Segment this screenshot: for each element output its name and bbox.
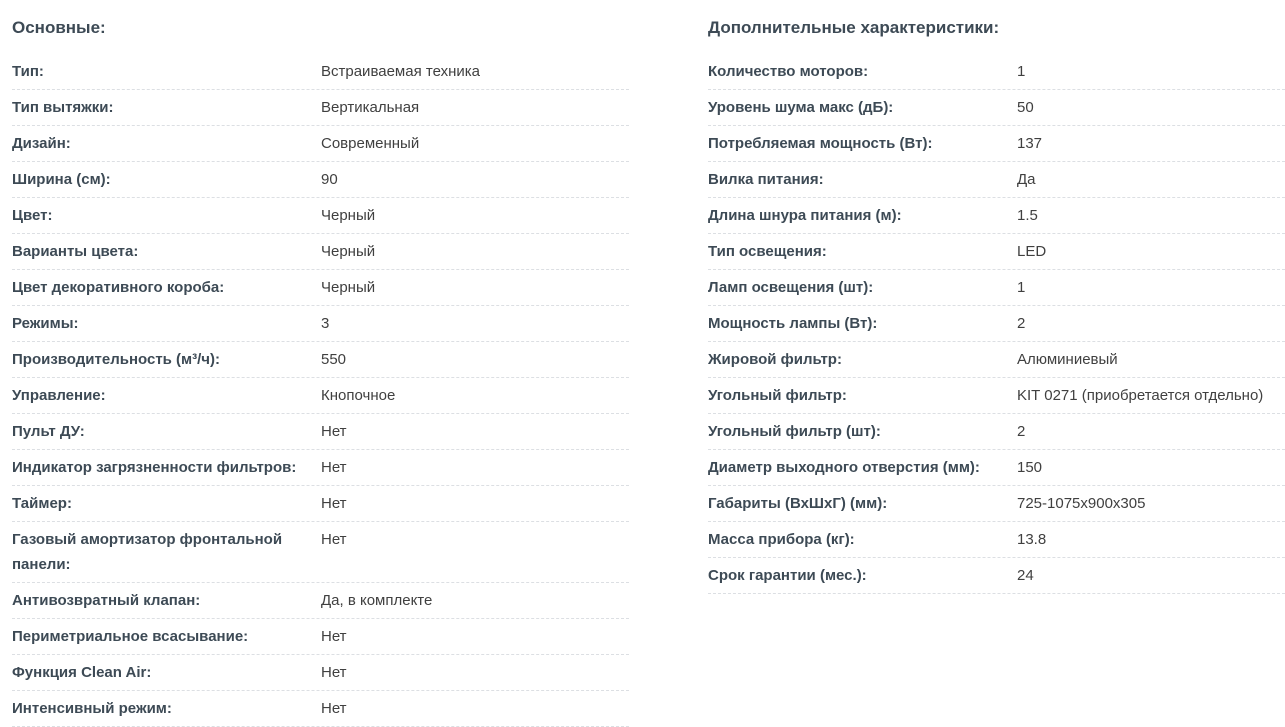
spec-label: Производительность (м³/ч): [12,351,221,368]
spec-row [708,162,1285,198]
spec-label: Управление: [12,387,106,404]
spec-label: Тип: [12,63,44,80]
spec-row [12,90,629,126]
spec-row [12,450,629,486]
spec-value: 90 [321,171,338,188]
spec-label: Дизайн: [12,135,71,152]
spec-row [12,54,629,90]
spec-row [12,522,629,583]
spec-value: Да, в комплекте [321,592,433,609]
specs-additional-list [708,54,1285,594]
spec-label: Длина шнура питания (м): [708,207,902,224]
spec-row [708,270,1285,306]
spec-row [708,450,1285,486]
spec-value: Черный [321,243,376,260]
spec-row [12,162,629,198]
spec-value: 150 [1017,459,1043,476]
spec-value: Нет [321,628,347,645]
spec-label: Тип освещения: [708,243,827,260]
spec-value: Нет [321,664,347,681]
spec-value: 550 [321,351,347,368]
spec-label: Диаметр выходного отверстия (мм): [708,459,980,476]
spec-label: Угольный фильтр: [708,387,847,404]
spec-value: KIT 0271 (приобретается отдельно) [1017,387,1264,404]
spec-label: Вилка питания: [708,171,824,188]
section-title-additional: Дополнительные характеристики: [708,18,1000,37]
spec-row [708,378,1285,414]
spec-label: Угольный фильтр (шт): [708,423,881,440]
spec-row [12,234,629,270]
spec-label: Цвет декоративного короба: [12,279,225,296]
spec-label: Варианты цвета: [12,243,139,260]
spec-row [708,522,1285,558]
spec-value: Вертикальная [321,99,420,116]
spec-row [12,342,629,378]
spec-value: Да [1017,171,1036,188]
specs-additional-section [708,0,1285,594]
spec-value: 137 [1017,135,1043,152]
spec-value: 1.5 [1017,207,1038,224]
spec-value: Кнопочное [321,387,396,404]
spec-value: 13.8 [1017,531,1047,548]
section-title-main: Основные: [12,18,106,37]
spec-row [708,306,1285,342]
spec-value: 1 [1017,63,1026,80]
spec-value: 3 [321,315,330,332]
spec-label: Интенсивный режим: [12,700,172,717]
spec-value: Нет [321,495,347,512]
spec-label: Срок гарантии (мес.): [708,567,867,584]
spec-label: Таймер: [12,495,72,512]
spec-row [708,90,1285,126]
spec-row [12,486,629,522]
spec-row [12,378,629,414]
spec-label: Жировой фильтр: [708,351,842,368]
spec-row [12,306,629,342]
spec-row [708,54,1285,90]
spec-value: Нет [321,459,347,476]
spec-value: 24 [1017,567,1034,584]
spec-row [708,486,1285,522]
spec-value: 725-1075x900x305 [1017,495,1146,512]
spec-row [12,619,629,655]
spec-row [12,270,629,306]
spec-label: Ламп освещения (шт): [708,279,874,296]
spec-value: Черный [321,279,376,296]
spec-label: Режимы: [12,315,79,332]
spec-label: Потребляемая мощность (Вт): [708,135,933,152]
spec-row [12,414,629,450]
spec-value: 50 [1017,99,1034,116]
spec-value: Нет [321,700,347,717]
spec-row [708,558,1285,594]
spec-label: Мощность лампы (Вт): [708,315,878,332]
spec-label: Тип вытяжки: [12,99,114,116]
spec-label: Цвет: [12,207,53,224]
spec-row [12,655,629,691]
spec-value: Нет [321,423,347,440]
spec-label: Габариты (ВхШхГ) (мм): [708,495,888,512]
spec-value: 2 [1017,423,1026,440]
spec-row [12,691,629,727]
spec-value: 2 [1017,315,1026,332]
spec-row [708,342,1285,378]
specs-main-list [12,54,629,727]
spec-label: Масса прибора (кг): [708,531,855,548]
spec-row [12,583,629,619]
spec-label: Индикатор загрязненности фильтров: [12,459,297,476]
spec-row [12,126,629,162]
spec-value: Современный [321,135,420,152]
spec-label: Количество моторов: [708,63,869,80]
spec-value: LED [1017,243,1047,260]
spec-row [708,234,1285,270]
spec-label: Антивозвратный клапан: [12,592,201,609]
spec-value: Нет [321,531,347,548]
spec-value: 1 [1017,279,1026,296]
spec-label: Функция Clean Air: [12,664,152,681]
spec-row [708,198,1285,234]
spec-label: Газовый амортизатор фронтальной панели: [12,531,283,573]
spec-row [12,198,629,234]
spec-row [708,126,1285,162]
spec-label: Ширина (см): [12,171,111,188]
spec-label: Периметриальное всасывание: [12,628,249,645]
spec-value: Встраиваемая техника [321,63,480,80]
spec-label: Пульт ДУ: [12,423,85,440]
specs-main-section [12,0,629,727]
spec-value: Черный [321,207,376,224]
spec-row [708,414,1285,450]
spec-value: Алюминиевый [1017,351,1118,368]
spec-label: Уровень шума макс (дБ): [708,99,894,116]
